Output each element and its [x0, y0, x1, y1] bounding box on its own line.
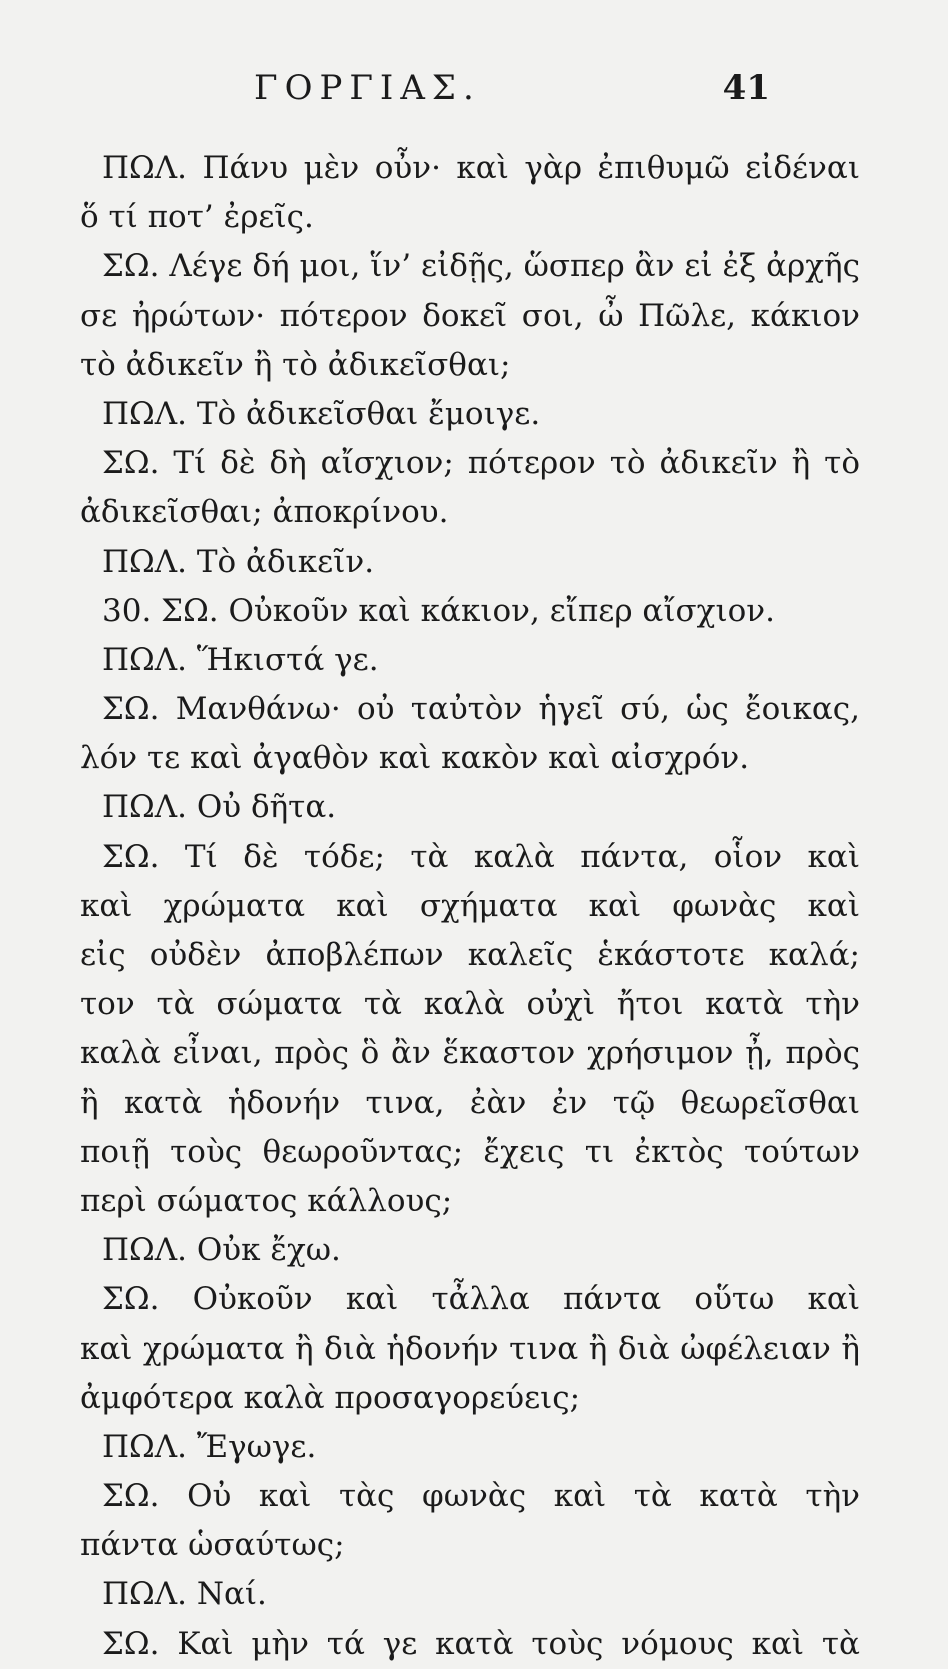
text-line: ΠΩΛ. Ναί.: [102, 1576, 267, 1613]
text-line: πάντα ὡσαύτως;: [80, 1527, 345, 1564]
text-line: ΠΩΛ. Ἥκιστά γε.: [102, 641, 379, 678]
text-line: ΠΩΛ. Τὸ ἀδικεῖσθαι ἔμοιγε.: [102, 395, 541, 432]
text-line: τον τὰ σώματα τὰ καλὰ οὐχὶ ἤτοι κατὰ τὴν: [80, 986, 860, 1023]
text-line: ΣΩ. Τί δὲ τόδε; τὰ καλὰ πάντα, οἷον καὶ: [102, 838, 860, 875]
text-line: ΣΩ. Λέγε δή μοι, ἵν’ εἰδῇς, ὥσπερ ἂν εἰ ἐξ ἀρχῆς: [102, 248, 860, 285]
text-line: περὶ σώματος κάλλους;: [80, 1182, 453, 1219]
text-line: ποιῇ τοὺς θεωροῦντας; ἔχεις τι ἐκτὸς τούτων: [80, 1133, 860, 1170]
text-line: ἀδικεῖσθαι; ἀποκρίνου.: [80, 494, 449, 531]
text-line: ΠΩΛ. Οὐ δῆτα.: [102, 789, 337, 826]
text-line: ΠΩΛ. Οὐκ ἔχω.: [102, 1232, 341, 1269]
text-line: εἰς οὐδὲν ἀποβλέπων καλεῖς ἑκάστοτε καλά;: [80, 937, 860, 973]
text-line: ΠΩΛ. Πάνυ μὲν οὖν· καὶ γὰρ ἐπιθυμῶ εἰδέναι: [102, 150, 860, 186]
text-line: καὶ χρώματα ἢ διὰ ἡδονήν τινα ἢ διὰ ὠφέλειαν ἢ: [80, 1330, 860, 1367]
text-line: καὶ χρώματα καὶ σχήματα καὶ φωνὰς καὶ: [80, 887, 860, 924]
text-line: λόν τε καὶ ἀγαθὸν καὶ κακὸν καὶ αἰσχρόν.: [80, 740, 750, 777]
text-line: ΣΩ. Μανθάνω· οὐ ταὐτὸν ἡγεῖ σύ, ὡς ἔοικας,: [102, 691, 860, 728]
running-head: [0, 66, 948, 110]
page-number: 41: [722, 68, 770, 108]
text-line: ὅ τί ποτ’ ἐρεῖς.: [80, 199, 314, 236]
text-line: ΠΩΛ. Τὸ ἀδικεῖν.: [102, 543, 375, 580]
text-line: ΣΩ. Οὐ καὶ τὰς φωνὰς καὶ τὰ κατὰ τὴν: [102, 1478, 860, 1515]
text-line: σε ἠρώτων· πότερον δοκεῖ σοι, ὦ Πῶλε, κάκιον: [80, 297, 860, 334]
running-title: ΓΟΡΓΙΑΣ.: [254, 68, 481, 108]
body-text: [80, 144, 860, 1669]
text-line: ἀμφότερα καλὰ προσαγορεύεις;: [80, 1379, 581, 1416]
text-line: ΠΩΛ. Ἔγωγε.: [102, 1428, 317, 1465]
text-line: ΣΩ. Καὶ μὴν τά γε κατὰ τοὺς νόμους καὶ τὰ: [102, 1625, 860, 1662]
text-line: τὸ ἀδικεῖν ἢ τὸ ἀδικεῖσθαι;: [80, 346, 511, 383]
text-line: 30. ΣΩ. Οὐκοῦν καὶ κάκιον, εἴπερ αἴσχιον.: [102, 592, 775, 629]
text-line: ΣΩ. Οὐκοῦν καὶ τἆλλα πάντα οὕτω καὶ: [102, 1281, 860, 1318]
text-line: καλὰ εἶναι, πρὸς ὃ ἂν ἕκαστον χρήσιμον ᾖ, πρὸς: [80, 1035, 860, 1072]
text-line: ἢ κατὰ ἡδονήν τινα, ἐὰν ἐν τῷ θεωρεῖσθαι: [80, 1084, 860, 1121]
text-line: ΣΩ. Τί δὲ δὴ αἴσχιον; πότερον τὸ ἀδικεῖν ἢ τὸ: [102, 445, 860, 482]
